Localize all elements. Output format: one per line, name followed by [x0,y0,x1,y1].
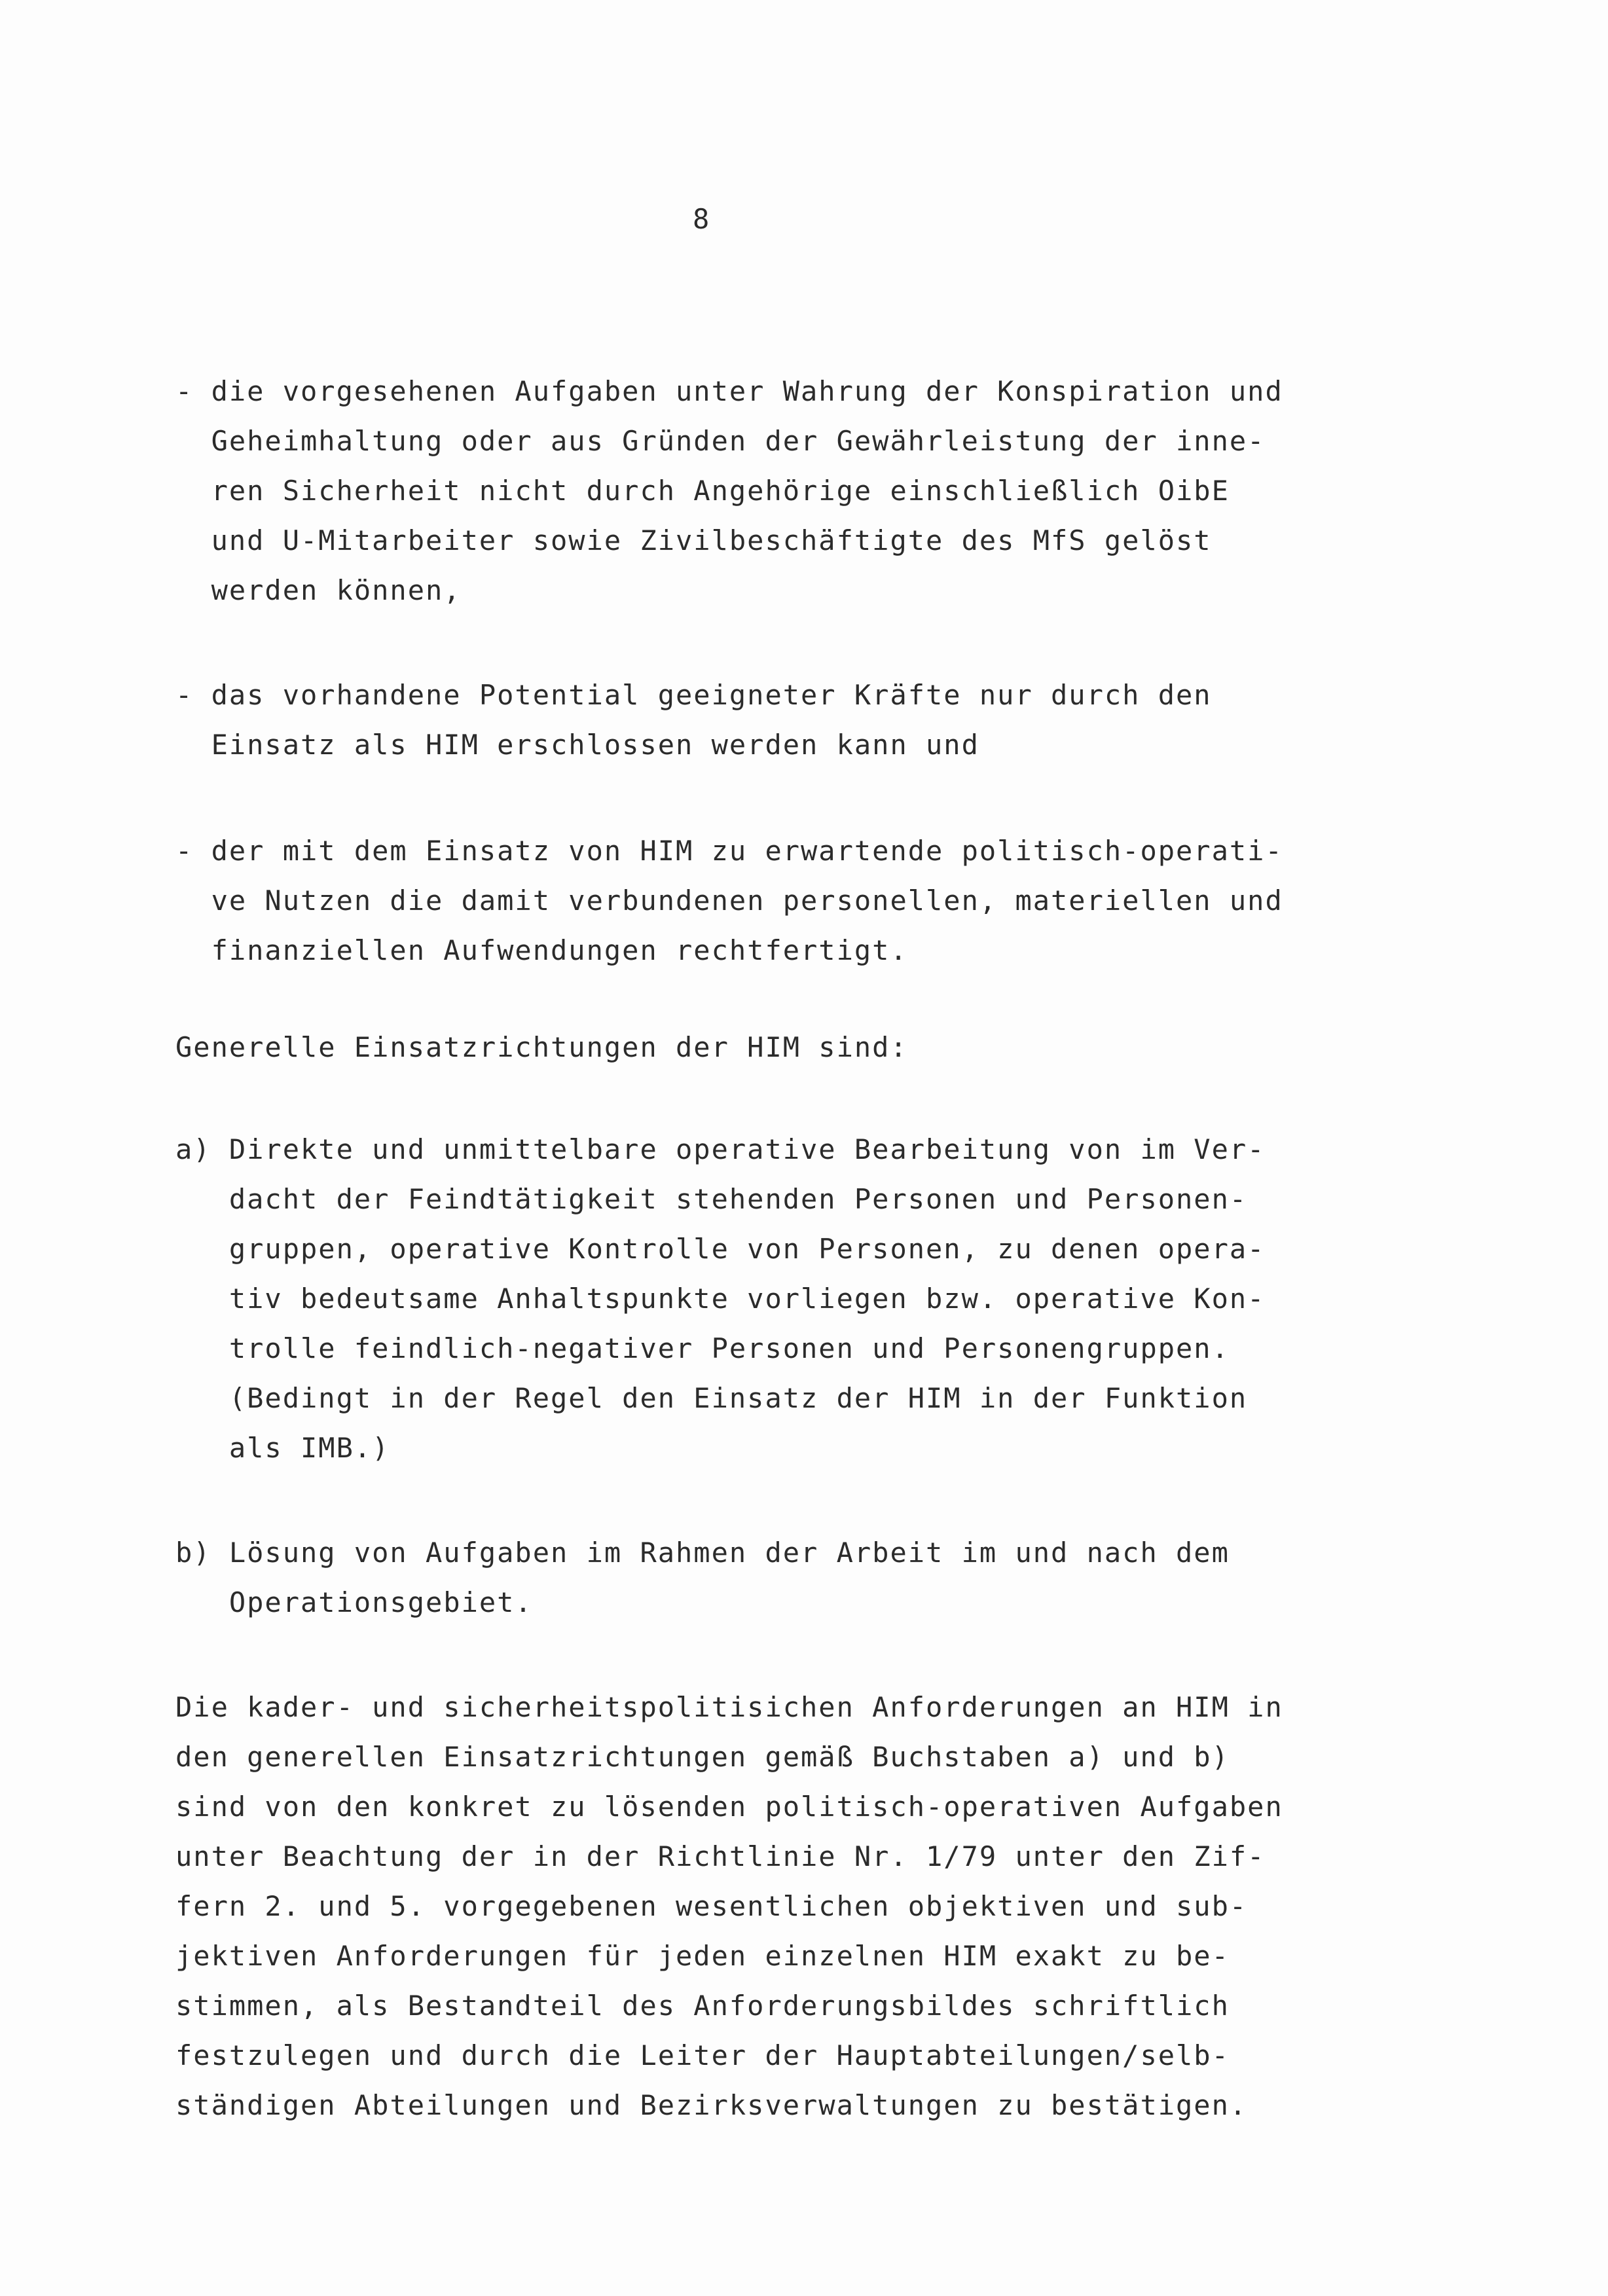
text-line: a) Direkte und unmittelbare operative Bearbeitung von im Ver- [175,1133,1266,1165]
text-line: ve Nutzen die damit verbundenen personellen, materiellen und [175,884,1283,917]
text-line: tiv bedeutsame Anhaltspunkte vorliegen bzw. operative Kon- [175,1283,1266,1315]
text-line: Geheimhaltung oder aus Gründen der Gewährleistung der inne- [175,425,1266,457]
text-line: als IMB.) [175,1432,390,1464]
text-line: festzulegen und durch die Leiter der Hauptabteilungen/selb- [175,2039,1230,2071]
text-line: jektiven Anforderungen für jeden einzelnen HIM exakt zu be- [175,1940,1230,1972]
text-line: unter Beachtung der in der Richtlinie Nr. 1/79 unter den Zif- [175,1840,1266,1872]
text-line: - das vorhandene Potential geeigneter Kräfte nur durch den [175,679,1212,711]
text-line: finanziellen Aufwendungen rechtfertigt. [175,934,908,966]
text-line: dacht der Feindtätigkeit stehenden Personen und Personen- [175,1183,1248,1215]
text-line: Generelle Einsatzrichtungen der HIM sind: [175,1031,908,1063]
text-line: gruppen, operative Kontrolle von Personen, zu denen opera- [175,1233,1266,1265]
text-line: fern 2. und 5. vorgegebenen wesentlichen objektiven und sub- [175,1890,1248,1922]
text-line: und U-Mitarbeiter sowie Zivilbeschäftigte des MfS gelöst [175,524,1212,556]
page-number: 8 [693,203,710,235]
document-body [175,0,1419,2121]
text-line: - der mit dem Einsatz von HIM zu erwartende politisch-operati- [175,835,1283,867]
text-line: Operationsgebiet. [175,1586,533,1618]
text-line: Einsatz als HIM erschlossen werden kann und [175,729,979,761]
text-line: b) Lösung von Aufgaben im Rahmen der Arbeit im und nach dem [175,1537,1230,1569]
text-line: den generellen Einsatzrichtungen gemäß Buchstaben a) und b) [175,1741,1230,1773]
text-line: stimmen, als Bestandteil des Anforderungsbildes schriftlich [175,1990,1230,2022]
text-line: Die kader- und sicherheitspolitisichen Anforderungen an HIM in [175,1691,1283,1723]
text-line: ständigen Abteilungen und Bezirksverwaltungen zu bestätigen. [175,2089,1248,2121]
text-line: sind von den konkret zu lösenden politisch-operativen Aufgaben [175,1791,1283,1823]
text-line: werden können, [175,574,462,606]
text-line: trolle feindlich-negativer Personen und Personengruppen. [175,1332,1230,1364]
text-line: - die vorgesehenen Aufgaben unter Wahrung der Konspiration und [175,375,1283,407]
text-line: (Bedingt in der Regel den Einsatz der HIM in der Funktion [175,1382,1248,1414]
text-line: ren Sicherheit nicht durch Angehörige einschließlich OibE [175,475,1230,507]
